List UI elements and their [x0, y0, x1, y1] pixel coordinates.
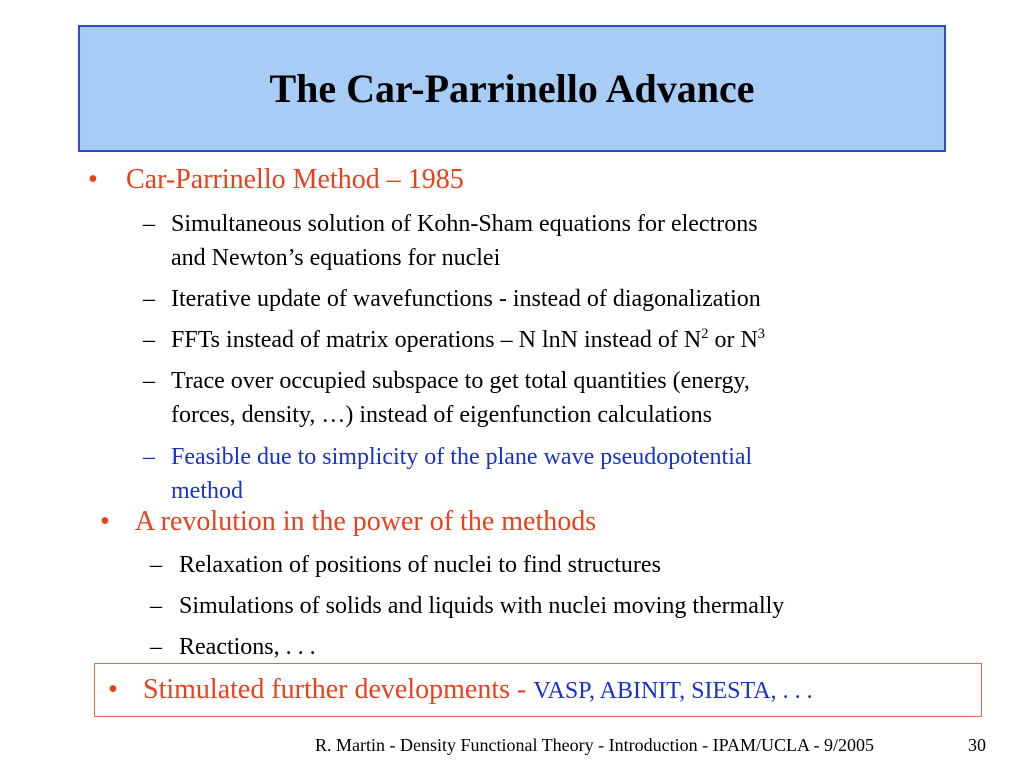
section1-heading: Car-Parrinello Method – 1985 [126, 164, 464, 195]
list-item-text: Iterative update of wavefunctions - instead of diagonalization [171, 286, 761, 312]
list-item-text: FFTs instead of matrix operations – N lnN instead of $N^2$ or $N^3$ [171, 326, 765, 353]
list-item-text: Simultaneous solution of Kohn-Sham equations for electrons [171, 211, 758, 237]
page-number: 30 [968, 735, 986, 755]
list-item-text-cont: forces, density, …) instead of eigenfunction calculations [171, 402, 712, 428]
title-banner [78, 25, 946, 152]
slide-title: The Car-Parrinello Advance [269, 66, 755, 111]
dash-icon: – [150, 593, 162, 619]
dash-icon: – [143, 444, 155, 470]
highlight-lead: Stimulated further developments - [143, 674, 534, 705]
highlight-codes: VASP, ABINIT, SIESTA, . . . [533, 678, 813, 704]
list-item-text: Reactions, . . . [179, 634, 316, 660]
list-item-text: Simulations of solids and liquids with nuclei moving thermally [179, 593, 785, 619]
bullet-icon: • [108, 674, 118, 705]
list-item-text-cont: method [171, 478, 243, 504]
section2-heading: A revolution in the power of the methods [135, 506, 597, 537]
bullet-icon: • [88, 164, 98, 195]
dash-icon: – [143, 368, 155, 394]
list-item-text: Relaxation of positions of nuclei to find structures [179, 552, 661, 578]
highlight-text [143, 674, 813, 706]
bullet-icon: • [100, 506, 110, 537]
list-item-text: Trace over occupied subspace to get total quantities (energy, [171, 368, 750, 394]
dash-icon: – [143, 327, 155, 353]
footer-citation: R. Martin - Density Functional Theory - Introduction - IPAM/UCLA - 9/2005 [315, 735, 874, 755]
list-item-text-cont: and Newton’s equations for nuclei [171, 245, 501, 271]
list-item-text: Feasible due to simplicity of the plane wave pseudopotential [171, 444, 753, 470]
dash-icon: – [150, 552, 162, 578]
dash-icon: – [150, 634, 162, 660]
dash-icon: – [143, 211, 155, 237]
dash-icon: – [143, 286, 155, 312]
